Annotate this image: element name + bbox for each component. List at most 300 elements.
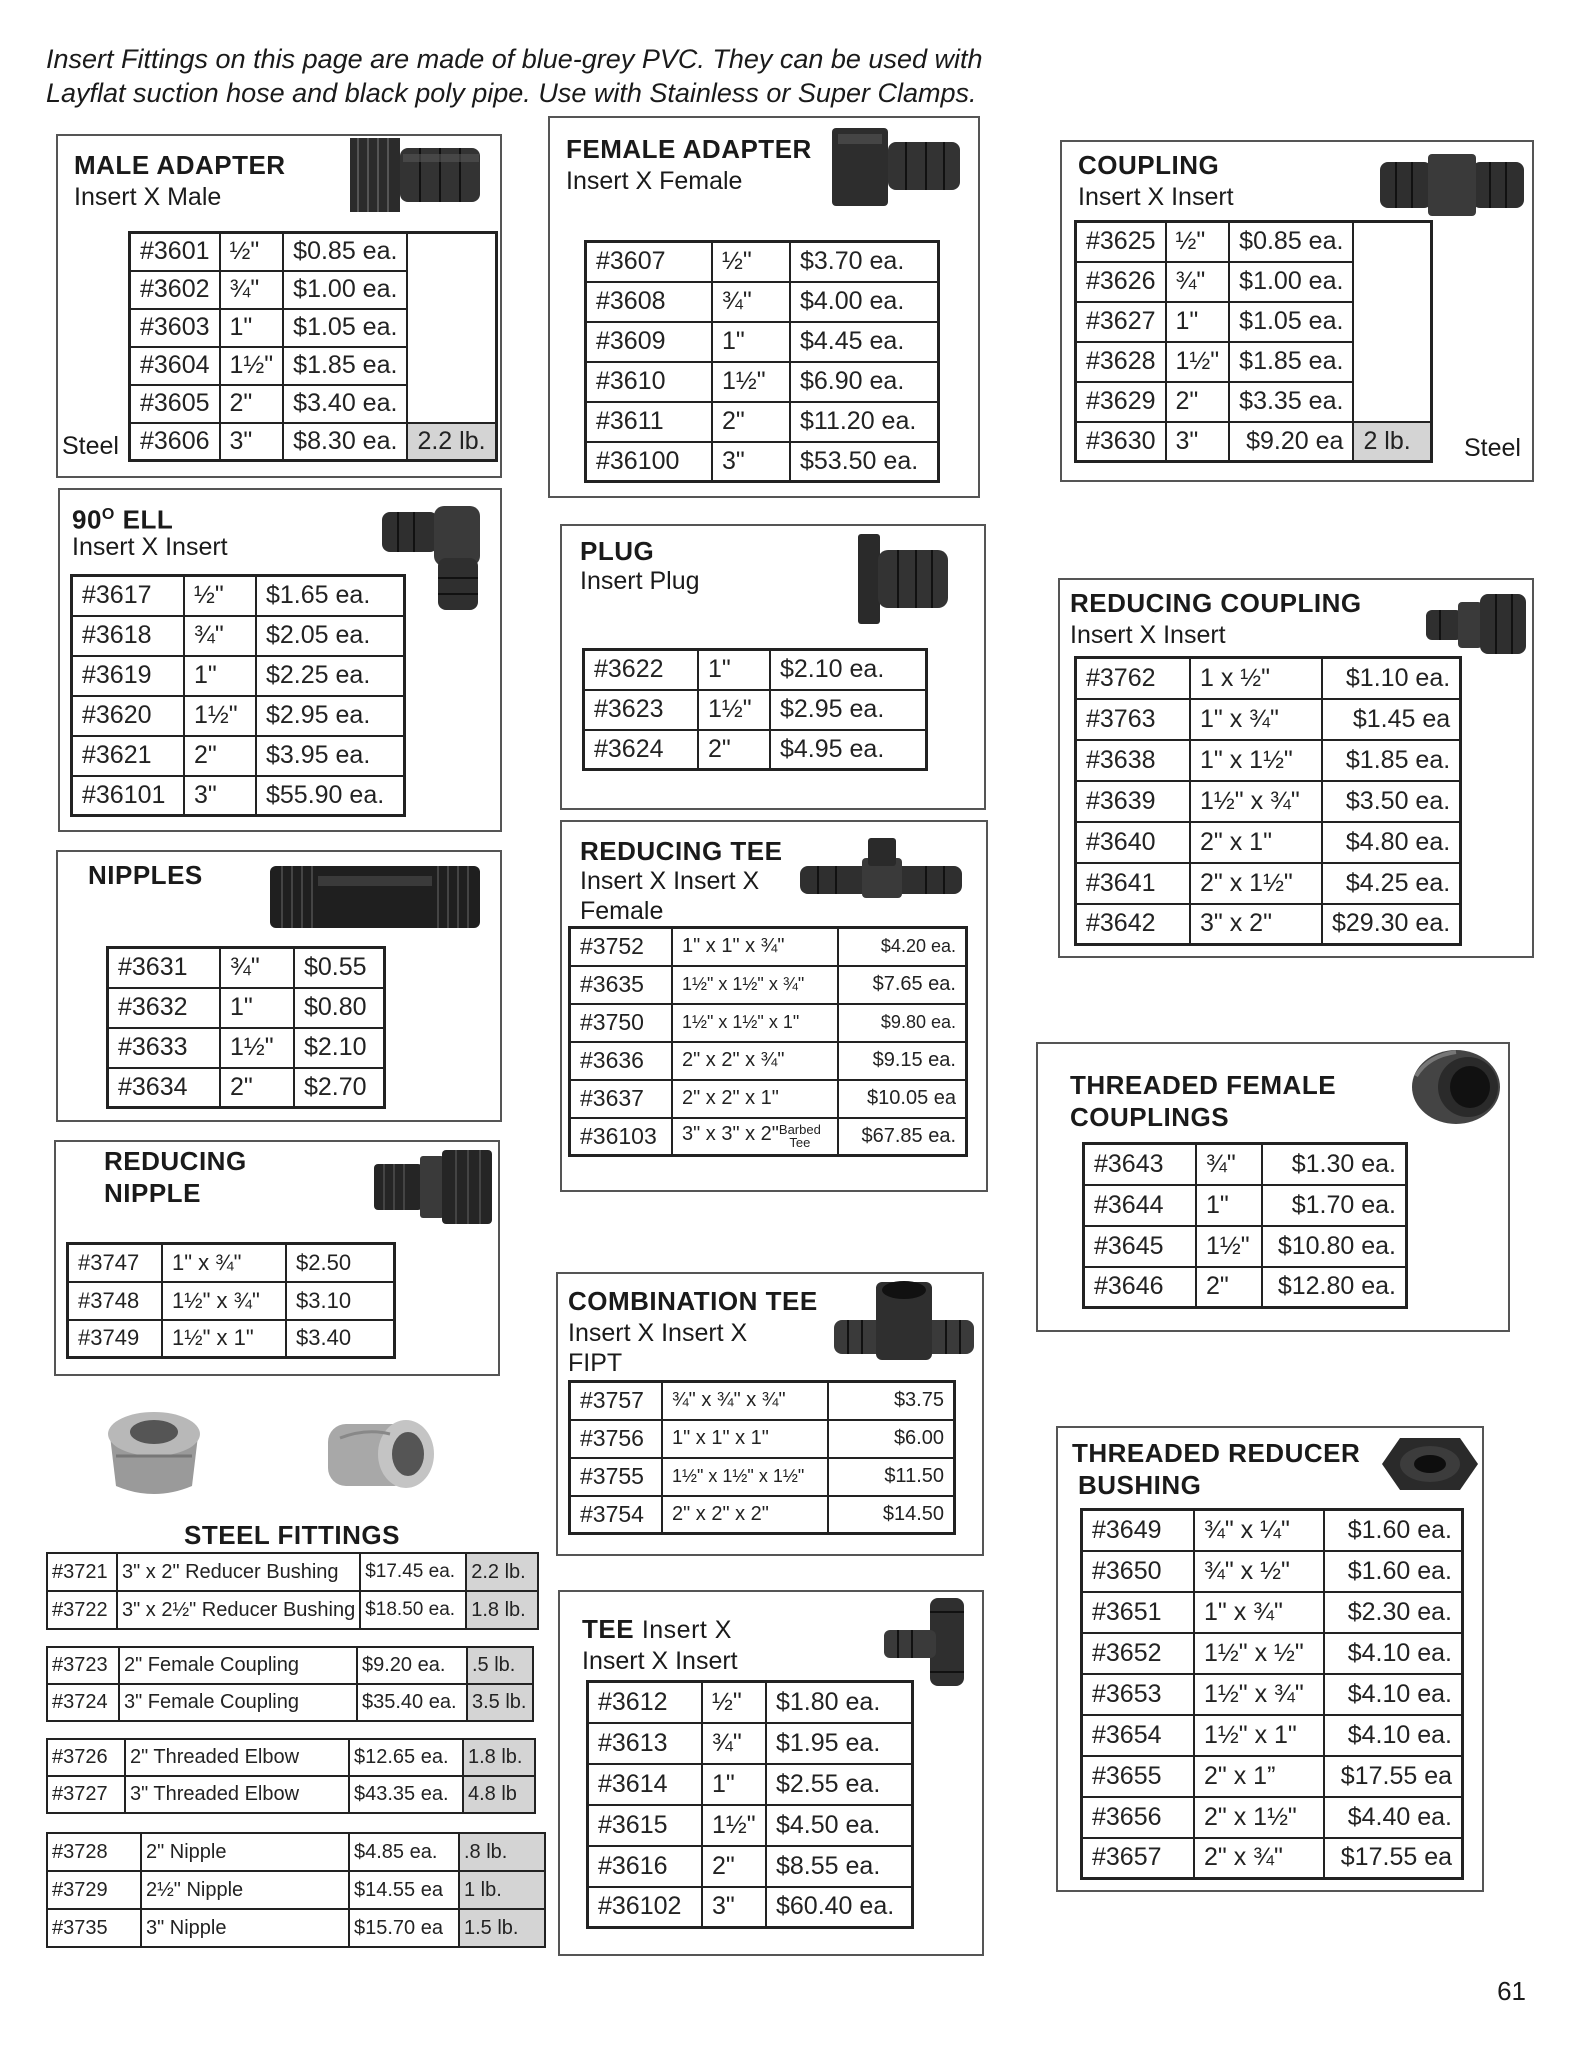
part-number: #3762 <box>1076 658 1191 699</box>
table-row <box>68 1320 395 1358</box>
price: $9.80 ea. <box>838 1004 967 1042</box>
size: 1½" x ¾" <box>1190 781 1322 822</box>
steel-fittings-table-3 <box>46 1738 536 1814</box>
price: $43.35 ea. <box>349 1776 463 1813</box>
size: 1" <box>1166 302 1230 342</box>
weight: 2 lb. <box>1353 422 1432 462</box>
part-number: #3633 <box>108 1028 221 1068</box>
price: $2.95 ea. <box>256 696 405 736</box>
price: $3.35 ea. <box>1229 382 1353 422</box>
size: 3" x 2" <box>1190 904 1322 945</box>
size: ¾" x ¾" x ¾" <box>662 1382 828 1420</box>
barbed-note-top: Barbed <box>778 1122 821 1138</box>
price: $2.25 ea. <box>256 656 405 696</box>
part-number: #3651 <box>1082 1592 1195 1633</box>
reducing-coupling-table <box>1074 656 1462 946</box>
table-row <box>130 309 497 347</box>
price: $18.50 ea. <box>360 1591 466 1629</box>
weight: 1.5 lb. <box>459 1909 545 1947</box>
weight <box>407 309 496 347</box>
price: $3.95 ea. <box>256 736 405 776</box>
size: ½" <box>712 242 790 282</box>
part-number: #3643 <box>1084 1144 1197 1185</box>
price: $1.60 ea. <box>1324 1510 1463 1551</box>
table-row <box>586 402 939 442</box>
weight <box>1353 382 1432 422</box>
size: 2" <box>712 402 790 442</box>
size: 2" x 2" x ¾" <box>672 1042 838 1080</box>
size: 2" <box>220 385 284 423</box>
size: 1" <box>698 650 770 690</box>
price: $6.90 ea. <box>790 362 939 402</box>
table-row <box>1076 422 1432 462</box>
nipples-title: NIPPLES <box>88 860 203 890</box>
price: $1.85 ea. <box>1322 740 1461 781</box>
reducing-nipple-title-2: NIPPLE <box>104 1178 201 1208</box>
part-number: #3749 <box>68 1320 163 1358</box>
price: $8.55 ea. <box>766 1846 913 1887</box>
table-row <box>1082 1674 1463 1715</box>
part-number: #3640 <box>1076 822 1191 863</box>
part-number: #3729 <box>47 1871 141 1909</box>
part-number: #3652 <box>1082 1633 1195 1674</box>
table-row <box>108 1028 385 1068</box>
female-adapter-subtitle: Insert X Female <box>566 167 743 195</box>
table-row <box>588 1846 913 1887</box>
table-row <box>570 1382 955 1420</box>
price: $9.20 ea <box>1229 422 1353 462</box>
part-number: #3606 <box>130 423 220 461</box>
price: $9.20 ea. <box>357 1647 467 1684</box>
size <box>672 1118 838 1156</box>
plug-image <box>856 532 952 626</box>
price: $4.85 ea. <box>349 1833 459 1871</box>
size: 2" <box>1166 382 1230 422</box>
ell-table <box>70 574 406 817</box>
price: $6.00 <box>828 1420 955 1458</box>
part-number: #3756 <box>570 1420 663 1458</box>
threaded-female-coupling-image <box>1408 1046 1504 1128</box>
size: 2" x 1” <box>1194 1756 1324 1797</box>
price: $1.70 ea. <box>1262 1185 1407 1226</box>
table-row <box>47 1684 533 1721</box>
part-number: #3635 <box>570 966 673 1004</box>
steel-reducer-bushing-image <box>100 1406 208 1502</box>
table-row <box>1076 302 1432 342</box>
part-number: #36101 <box>72 776 185 816</box>
size: 1½" x ¾" <box>1194 1674 1324 1715</box>
part-number: #3605 <box>130 385 220 423</box>
steel-fittings-table-2 <box>46 1646 534 1722</box>
table-row <box>586 322 939 362</box>
size: 2" <box>220 1068 294 1108</box>
size: ½" <box>702 1682 766 1723</box>
part-number: #3724 <box>47 1684 119 1721</box>
weight: 4.8 lb <box>463 1776 535 1813</box>
table-row <box>108 948 385 988</box>
tee-subtitle: Insert X Insert <box>582 1647 738 1675</box>
table-row <box>72 696 405 736</box>
price: $3.40 <box>286 1320 395 1358</box>
steel-fittings-title: STEEL FITTINGS <box>184 1520 400 1550</box>
size: ½" <box>1166 222 1230 262</box>
male-adapter-table <box>128 231 498 462</box>
price: $67.85 ea. <box>838 1118 967 1156</box>
price: $1.45 ea <box>1322 699 1461 740</box>
table-row <box>68 1282 395 1320</box>
size: 2" <box>702 1846 766 1887</box>
table-row <box>1076 781 1461 822</box>
size: 1" <box>702 1764 766 1805</box>
reducing-tee-subtitle-2: Female <box>580 897 664 925</box>
table-row <box>1076 658 1461 699</box>
price: $4.50 ea. <box>766 1805 913 1846</box>
price: $2.55 ea. <box>766 1764 913 1805</box>
size: 1" <box>220 309 284 347</box>
size: 3" <box>712 442 790 482</box>
tee-title-word: TEE <box>582 1614 635 1644</box>
table-row <box>1076 382 1432 422</box>
part-number: #3616 <box>588 1846 703 1887</box>
price: $1.05 ea. <box>1229 302 1353 342</box>
price: $12.80 ea. <box>1262 1267 1407 1308</box>
weight <box>407 347 496 385</box>
table-row <box>570 1420 955 1458</box>
part-number: #3610 <box>586 362 713 402</box>
size: ¾" <box>1196 1144 1262 1185</box>
table-row <box>72 776 405 816</box>
weight: 1.8 lb. <box>463 1739 535 1776</box>
price: $7.65 ea. <box>838 966 967 1004</box>
description: 3" x 2½" Reducer Bushing <box>117 1591 360 1629</box>
steel-female-coupling-image <box>320 1408 440 1498</box>
part-number: #3624 <box>584 730 699 770</box>
table-row <box>1082 1592 1463 1633</box>
part-number: #3757 <box>570 1382 663 1420</box>
size: 1½" <box>184 696 256 736</box>
size: 1½" x 1" <box>1194 1715 1324 1756</box>
size: 1" <box>1196 1185 1262 1226</box>
price: $0.55 <box>294 948 385 988</box>
table-row <box>1082 1510 1463 1551</box>
reducing-tee-table <box>568 926 968 1157</box>
part-number: #3607 <box>586 242 713 282</box>
table-row <box>1076 699 1461 740</box>
table-row <box>584 650 927 690</box>
plug-title: PLUG <box>580 536 655 566</box>
description: 2½" Nipple <box>141 1871 349 1909</box>
part-number: #3656 <box>1082 1797 1195 1838</box>
price: $3.75 <box>828 1382 955 1420</box>
table-row <box>68 1244 395 1282</box>
table-row <box>47 1739 535 1776</box>
steel-fittings-table-1 <box>46 1552 539 1630</box>
part-number: #3650 <box>1082 1551 1195 1592</box>
price: $11.20 ea. <box>790 402 939 442</box>
description: 3" x 2" Reducer Bushing <box>117 1553 360 1591</box>
description: 2" Threaded Elbow <box>125 1739 349 1776</box>
size: 2" x ¾" <box>1194 1838 1324 1879</box>
female-adapter-title: FEMALE ADAPTER <box>566 134 812 164</box>
price: $8.30 ea. <box>283 423 407 461</box>
combination-tee-title: COMBINATION TEE <box>568 1286 818 1316</box>
table-row <box>47 1776 535 1813</box>
size: 1" x 1" x ¾" <box>672 928 838 966</box>
combination-tee-subtitle-1: Insert X Insert X <box>568 1319 748 1347</box>
part-number: #3630 <box>1076 422 1166 462</box>
coupling-image <box>1378 150 1526 220</box>
size: 1½" <box>712 362 790 402</box>
part-number: #3637 <box>570 1080 673 1118</box>
price: $4.40 ea. <box>1324 1797 1463 1838</box>
price: $4.95 ea. <box>770 730 927 770</box>
price: $29.30 ea. <box>1322 904 1461 945</box>
size: 2" x 1½" <box>1190 863 1322 904</box>
male-adapter-title: MALE ADAPTER <box>74 150 286 180</box>
weight <box>407 233 496 271</box>
table-row <box>1082 1797 1463 1838</box>
size: 3" <box>1166 422 1230 462</box>
part-number: #3763 <box>1076 699 1191 740</box>
part-number: #3602 <box>130 271 220 309</box>
part-number: #3631 <box>108 948 221 988</box>
part-number: #3612 <box>588 1682 703 1723</box>
price: $4.00 ea. <box>790 282 939 322</box>
price: $3.70 ea. <box>790 242 939 282</box>
size: 1" x 1½" <box>1190 740 1322 781</box>
intro-line-1: Insert Fittings on this page are made of blue-grey PVC. They can be used with <box>46 44 983 74</box>
part-number: #3603 <box>130 309 220 347</box>
table-row <box>1076 904 1461 945</box>
part-number: #3638 <box>1076 740 1191 781</box>
price: $11.50 <box>828 1458 955 1496</box>
part-number: #3722 <box>47 1591 117 1629</box>
size: ¾" <box>702 1723 766 1764</box>
part-number: #3726 <box>47 1739 125 1776</box>
coupling-steel-label: Steel <box>1464 434 1521 462</box>
size: 1" <box>184 656 256 696</box>
threaded-reducer-bushing-title-2: BUSHING <box>1078 1470 1202 1500</box>
price: $1.05 ea. <box>283 309 407 347</box>
weight: 2.2 lb. <box>466 1553 538 1591</box>
part-number: #3653 <box>1082 1674 1195 1715</box>
weight: .8 lb. <box>459 1833 545 1871</box>
weight <box>1353 302 1432 342</box>
table-row <box>584 730 927 770</box>
table-row <box>1076 863 1461 904</box>
ell-title-word: ELL <box>122 504 174 535</box>
male-adapter-steel-label: Steel <box>62 432 119 460</box>
description: 3" Nipple <box>141 1909 349 1947</box>
size: 1½" x 1½" x 1" <box>672 1004 838 1042</box>
price: $10.80 ea. <box>1262 1226 1407 1267</box>
price: $4.20 ea. <box>838 928 967 966</box>
description: 2" Nipple <box>141 1833 349 1871</box>
table-row <box>1076 262 1432 302</box>
table-row <box>72 736 405 776</box>
size-text: 3" x 3" x 2" <box>682 1123 779 1146</box>
size: 1" x ¾" <box>1194 1592 1324 1633</box>
part-number: #3623 <box>584 690 699 730</box>
table-row <box>570 928 967 966</box>
price: $1.95 ea. <box>766 1723 913 1764</box>
female-adapter-image <box>830 124 964 210</box>
price: $4.10 ea. <box>1324 1674 1463 1715</box>
table-row <box>1084 1185 1407 1226</box>
reducing-nipple-image <box>372 1146 494 1228</box>
size: 1" <box>712 322 790 362</box>
price: $1.65 ea. <box>256 576 405 616</box>
part-number: #3641 <box>1076 863 1191 904</box>
table-row <box>1082 1715 1463 1756</box>
nipples-table <box>106 946 386 1109</box>
table-row <box>130 385 497 423</box>
table-row <box>1082 1838 1463 1879</box>
price: $10.05 ea <box>838 1080 967 1118</box>
reducing-tee-title: REDUCING TEE <box>580 836 783 866</box>
table-row <box>1076 822 1461 863</box>
part-number: #3747 <box>68 1244 163 1282</box>
price: $4.10 ea. <box>1324 1633 1463 1674</box>
reducing-nipple-table <box>66 1242 396 1359</box>
part-number: #3614 <box>588 1764 703 1805</box>
table-row <box>570 966 967 1004</box>
ell-title <box>72 500 173 535</box>
description: 2" Female Coupling <box>119 1647 357 1684</box>
size: 2" x 2" x 1" <box>672 1080 838 1118</box>
tee-title <box>582 1614 732 1645</box>
table-row <box>1082 1756 1463 1797</box>
table-row <box>47 1553 538 1591</box>
table-row <box>588 1805 913 1846</box>
size: ¾" <box>184 616 256 656</box>
table-row <box>72 616 405 656</box>
weight <box>407 385 496 423</box>
price: $60.40 ea. <box>766 1887 913 1928</box>
price: $0.85 ea. <box>1229 222 1353 262</box>
part-number: #3646 <box>1084 1267 1197 1308</box>
price: $14.55 ea <box>349 1871 459 1909</box>
part-number: #3645 <box>1084 1226 1197 1267</box>
price: $1.10 ea. <box>1322 658 1461 699</box>
part-number: #3608 <box>586 282 713 322</box>
male-adapter-image <box>348 136 486 214</box>
table-row <box>1076 222 1432 262</box>
price: $1.60 ea. <box>1324 1551 1463 1592</box>
part-number: #3755 <box>570 1458 663 1496</box>
price: $12.65 ea. <box>349 1739 463 1776</box>
part-number: #3727 <box>47 1776 125 1813</box>
part-number: #3621 <box>72 736 185 776</box>
weight <box>1353 262 1432 302</box>
weight: .5 lb. <box>467 1647 533 1684</box>
part-number: #3735 <box>47 1909 141 1947</box>
part-number: #3728 <box>47 1833 141 1871</box>
part-number: #3609 <box>586 322 713 362</box>
nipples-image <box>268 862 482 932</box>
reducing-coupling-image <box>1424 588 1528 660</box>
size: 2" x 1½" <box>1194 1797 1324 1838</box>
threaded-female-couplings-table <box>1082 1142 1408 1309</box>
table-row <box>108 988 385 1028</box>
table-row <box>130 347 497 385</box>
table-row <box>586 442 939 482</box>
table-row <box>1082 1551 1463 1592</box>
table-row <box>570 1004 967 1042</box>
price: $17.55 ea <box>1324 1756 1463 1797</box>
table-row <box>130 271 497 309</box>
size: 2" <box>1196 1267 1262 1308</box>
size: 1½" <box>220 1028 294 1068</box>
table-row <box>586 242 939 282</box>
price: $1.85 ea. <box>283 347 407 385</box>
size: 3" <box>220 423 284 461</box>
ell-subtitle: Insert X Insert <box>72 533 228 561</box>
price: $1.00 ea. <box>283 271 407 309</box>
price: $1.80 ea. <box>766 1682 913 1723</box>
table-row <box>588 1723 913 1764</box>
table-row <box>584 690 927 730</box>
table-row <box>570 1118 967 1156</box>
table-row <box>1084 1226 1407 1267</box>
plug-table <box>582 648 928 771</box>
part-number: #36102 <box>588 1887 703 1928</box>
price: $3.40 ea. <box>283 385 407 423</box>
part-number: #3750 <box>570 1004 673 1042</box>
price: $1.85 ea. <box>1229 342 1353 382</box>
table-row <box>47 1647 533 1684</box>
part-number: #3627 <box>1076 302 1166 342</box>
part-number: #3615 <box>588 1805 703 1846</box>
part-number: #3632 <box>108 988 221 1028</box>
size: 1" <box>220 988 294 1028</box>
intro-text <box>46 42 1126 110</box>
reducing-nipple-title-1: REDUCING <box>104 1146 247 1176</box>
size: 2" x 1" <box>1190 822 1322 863</box>
table-row <box>47 1871 545 1909</box>
combination-tee-image <box>832 1276 976 1370</box>
size: ¾" <box>1166 262 1230 302</box>
reducing-coupling-subtitle: Insert X Insert <box>1070 621 1226 649</box>
price: $4.45 ea. <box>790 322 939 362</box>
threaded-female-couplings-title-2: COUPLINGS <box>1070 1102 1230 1132</box>
plug-subtitle: Insert Plug <box>580 567 700 595</box>
part-number: #3620 <box>72 696 185 736</box>
threaded-reducer-bushing-image <box>1380 1428 1480 1500</box>
part-number: #3748 <box>68 1282 163 1320</box>
price: $14.50 <box>828 1496 955 1534</box>
size: ¾" x ½" <box>1194 1551 1324 1592</box>
weight <box>1353 342 1432 382</box>
price: $3.10 <box>286 1282 395 1320</box>
part-number: #3649 <box>1082 1510 1195 1551</box>
size: 1½" x ½" <box>1194 1633 1324 1674</box>
size: 3" <box>702 1887 766 1928</box>
table-row <box>1082 1633 1463 1674</box>
part-number: #3639 <box>1076 781 1191 822</box>
table-row <box>47 1909 545 1947</box>
table-row <box>588 1764 913 1805</box>
price: $17.55 ea <box>1324 1838 1463 1879</box>
price: $15.70 ea <box>349 1909 459 1947</box>
size: 1" x 1" x 1" <box>662 1420 828 1458</box>
table-row <box>1076 740 1461 781</box>
table-row <box>130 233 497 271</box>
price: $53.50 ea. <box>790 442 939 482</box>
size: 2" <box>184 736 256 776</box>
part-number: #3613 <box>588 1723 703 1764</box>
size: ½" <box>184 576 256 616</box>
